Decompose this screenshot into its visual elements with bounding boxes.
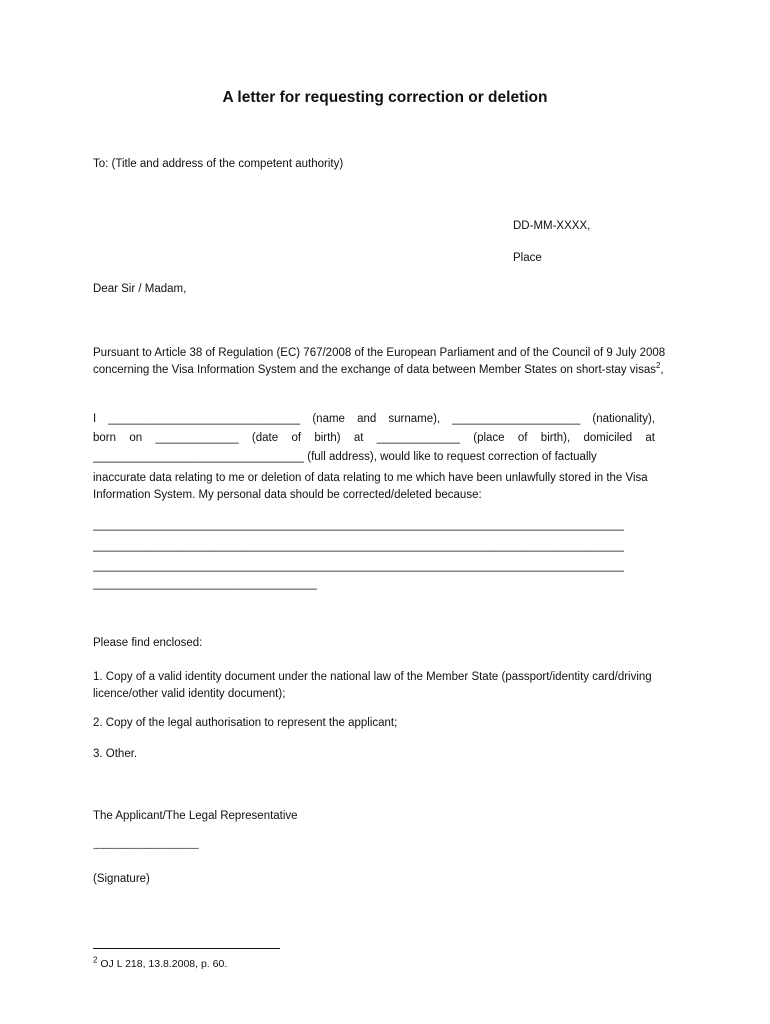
recipient-line: To: (Title and address of the competent authority)	[93, 158, 344, 170]
signatory-label: The Applicant/The Legal Representative	[93, 810, 298, 822]
reason-line-2: ___________________________________________________________________________________	[93, 540, 624, 552]
enclosure-item-1: 1. Copy of a valid identity document under the national law of the Member State (passport/identity card/driving licence/other valid identity document);	[93, 671, 652, 700]
reason-line-3: ___________________________________________________________________________________	[93, 560, 624, 572]
signature-label: (Signature)	[93, 873, 150, 885]
signature-line: --------------------------------------------	[93, 843, 199, 853]
enclosure-item-3: 3. Other.	[93, 748, 138, 760]
pursuant-paragraph	[93, 345, 681, 378]
enclosure-item-2: 2. Copy of the legal authorisation to represent the applicant;	[93, 717, 398, 729]
request-paragraph: inaccurate data relating to me or deletion of data relating to me which have been unlawfully stored in the Visa Information System. My personal data should be corrected/deleted because:	[93, 472, 648, 501]
form-line-address: _________________________________ (full address), would like to request correction of factually	[93, 451, 597, 463]
form-line-birth: born on _____________ (date of birth) at _____________ (place of birth), domiciled at	[93, 432, 655, 444]
footnote-reference: 2	[655, 360, 661, 370]
place-placeholder: Place	[513, 252, 542, 264]
footnote-divider	[93, 948, 280, 949]
form-line-name: I ______________________________ (name and surname), ____________________ (nationality),	[93, 413, 655, 425]
footnote-text: OJ L 218, 13.8.2008, p. 60.	[97, 958, 228, 970]
reason-line-1: ___________________________________________________________________________________	[93, 519, 624, 531]
salutation: Dear Sir / Madam,	[93, 283, 187, 295]
enclosed-heading: Please find enclosed:	[93, 637, 203, 649]
reason-line-4: ___________________________________	[93, 578, 317, 590]
date-placeholder: DD-MM-XXXX,	[513, 220, 591, 232]
footnote	[93, 955, 228, 970]
pursuant-text: Pursuant to Article 38 of Regulation (EC) 767/2008 of the European Parliament and of the Council of 9 July 2008 concerning the Visa Information System and the exchange of data between Member States on short-stay visas	[93, 347, 666, 376]
footnote-number: 2	[93, 955, 98, 965]
pursuant-end: ,	[660, 363, 664, 376]
document-title: A letter for requesting correction or deletion	[222, 89, 548, 106]
